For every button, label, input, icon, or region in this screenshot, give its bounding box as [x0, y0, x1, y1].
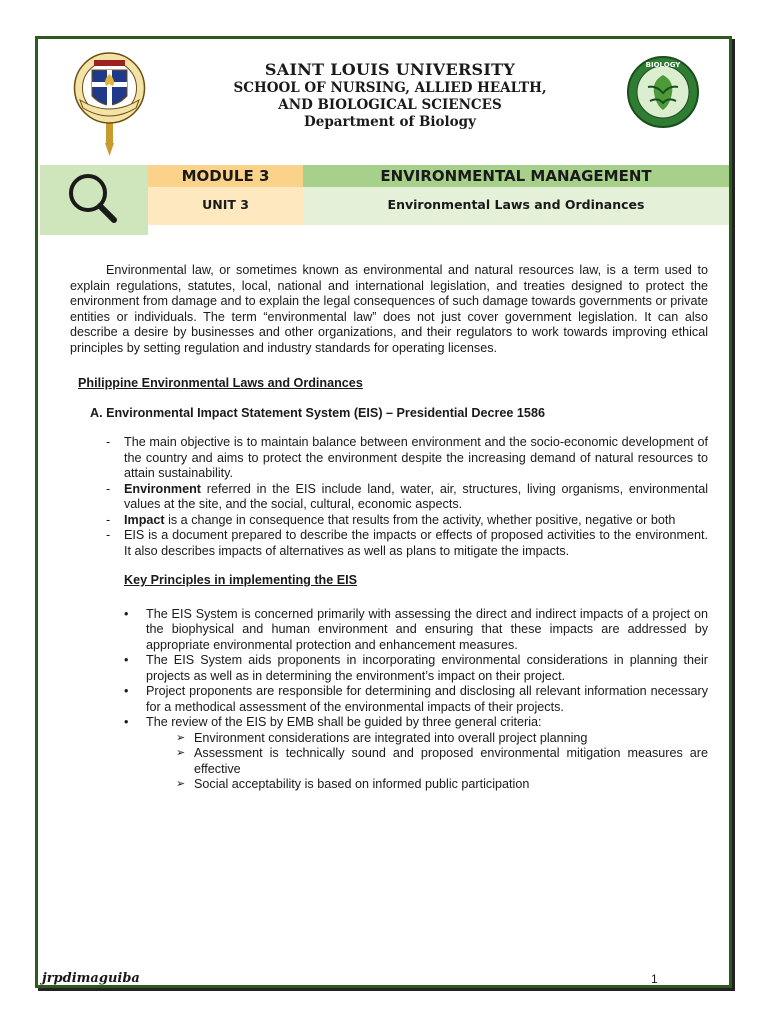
principles-title: Key Principles in implementing the EIS — [124, 573, 358, 587]
dash-item: - The main objective is to maintain balance between environment and the socio-economic development of the country and aims to protect the environment despite the increasing demand of natural resources to attain sustainability. — [124, 435, 708, 482]
subsection-title: A. Environmental Impact Statement System (EIS) – Presidential Decree 1586 — [90, 405, 545, 420]
unit-label: UNIT 3 — [148, 187, 303, 225]
university-name: SAINT LOUIS UNIVERSITY — [264, 60, 516, 79]
principle-item: • Project proponents are responsible for determining and disclosing all relevant information necessary for a methodical assessment of the environmental impacts of their projects. — [146, 684, 708, 715]
footer-author: jrpdimaguiba — [42, 971, 140, 986]
magnifying-glass-icon — [40, 165, 148, 235]
page-number: 1 — [651, 972, 658, 986]
dash-item: - Impact is a change in consequence that results from the activity, whether positive, negative or both — [124, 513, 708, 529]
principle-item: • The EIS System is concerned primarily with assessing the direct and indirect impacts of a project on the biophysical and human environment and ensuring that these impacts are addressed by appropriate environmental protection and enhancement measures. — [146, 607, 708, 654]
biology-department-logo — [626, 55, 700, 129]
term-impact: Impact — [124, 512, 165, 527]
criteria-item: ➢ Environment considerations are integrated into overall project planning — [194, 731, 708, 747]
dash-item: - EIS is a document prepared to describe the impacts or effects of proposed activities to the environment. It also describes impacts of alternatives as well as plans to mitigate the impacts. — [124, 528, 708, 559]
eis-dash-list — [70, 435, 708, 559]
department-name: Department of Biology — [304, 114, 476, 130]
document-body — [70, 263, 708, 793]
biology-logo-text: BIOLOGY — [645, 61, 681, 69]
principle-item: • The review of the EIS by EMB shall be guided by three general criteria: ➢ Environment considerations are integrated into overall project planning ➢ Assessment is technically sound and proposed environmental mitigation measures are effective ➢ Social acceptability is based on informed public participation — [146, 715, 708, 793]
module-title: ENVIRONMENTAL MANAGEMENT — [303, 165, 729, 187]
university-seal-logo — [72, 48, 147, 158]
module-banner — [40, 165, 729, 235]
criteria-item: ➢ Assessment is technically sound and proposed environmental mitigation measures are effective — [194, 746, 708, 777]
criteria-list — [146, 731, 708, 793]
term-environment: Environment — [124, 481, 201, 496]
document-header — [160, 60, 620, 131]
dash-item: - Environment referred in the EIS include land, water, air, structures, living organisms, environmental values at the site, and the social, cultural, economic aspects. — [124, 482, 708, 513]
intro-paragraph: Environmental law, or sometimes known as environmental and natural resources law, is a term used to explain regulations, statutes, local, national and international legislation, and treaties designed to protect the environment from damage and to explain the legal consequences of such damage towards governments or private entities or individuals. The term “environmental law” does not just cover government legislation. It can also describe a desire by businesses and other organizations, and their regulators to work towards improving ethical principles by setting regulation and industry standards for operating licenses. — [70, 263, 708, 355]
principles-list — [70, 607, 708, 793]
school-name-line2: AND BIOLOGICAL SCIENCES — [278, 97, 502, 113]
criteria-item: ➢ Social acceptability is based on informed public participation — [194, 777, 708, 793]
principle-item: • The EIS System aids proponents in incorporating environmental considerations in planning their projects as well as in determining the environment’s impact on their project. — [146, 653, 708, 684]
school-name-line1: SCHOOL OF NURSING, ALLIED HEALTH, — [233, 80, 547, 96]
unit-title: Environmental Laws and Ordinances — [303, 187, 729, 225]
magnifier-panel — [40, 165, 148, 235]
section-title: Philippine Environmental Laws and Ordinances — [78, 376, 363, 390]
module-label: MODULE 3 — [148, 165, 303, 187]
